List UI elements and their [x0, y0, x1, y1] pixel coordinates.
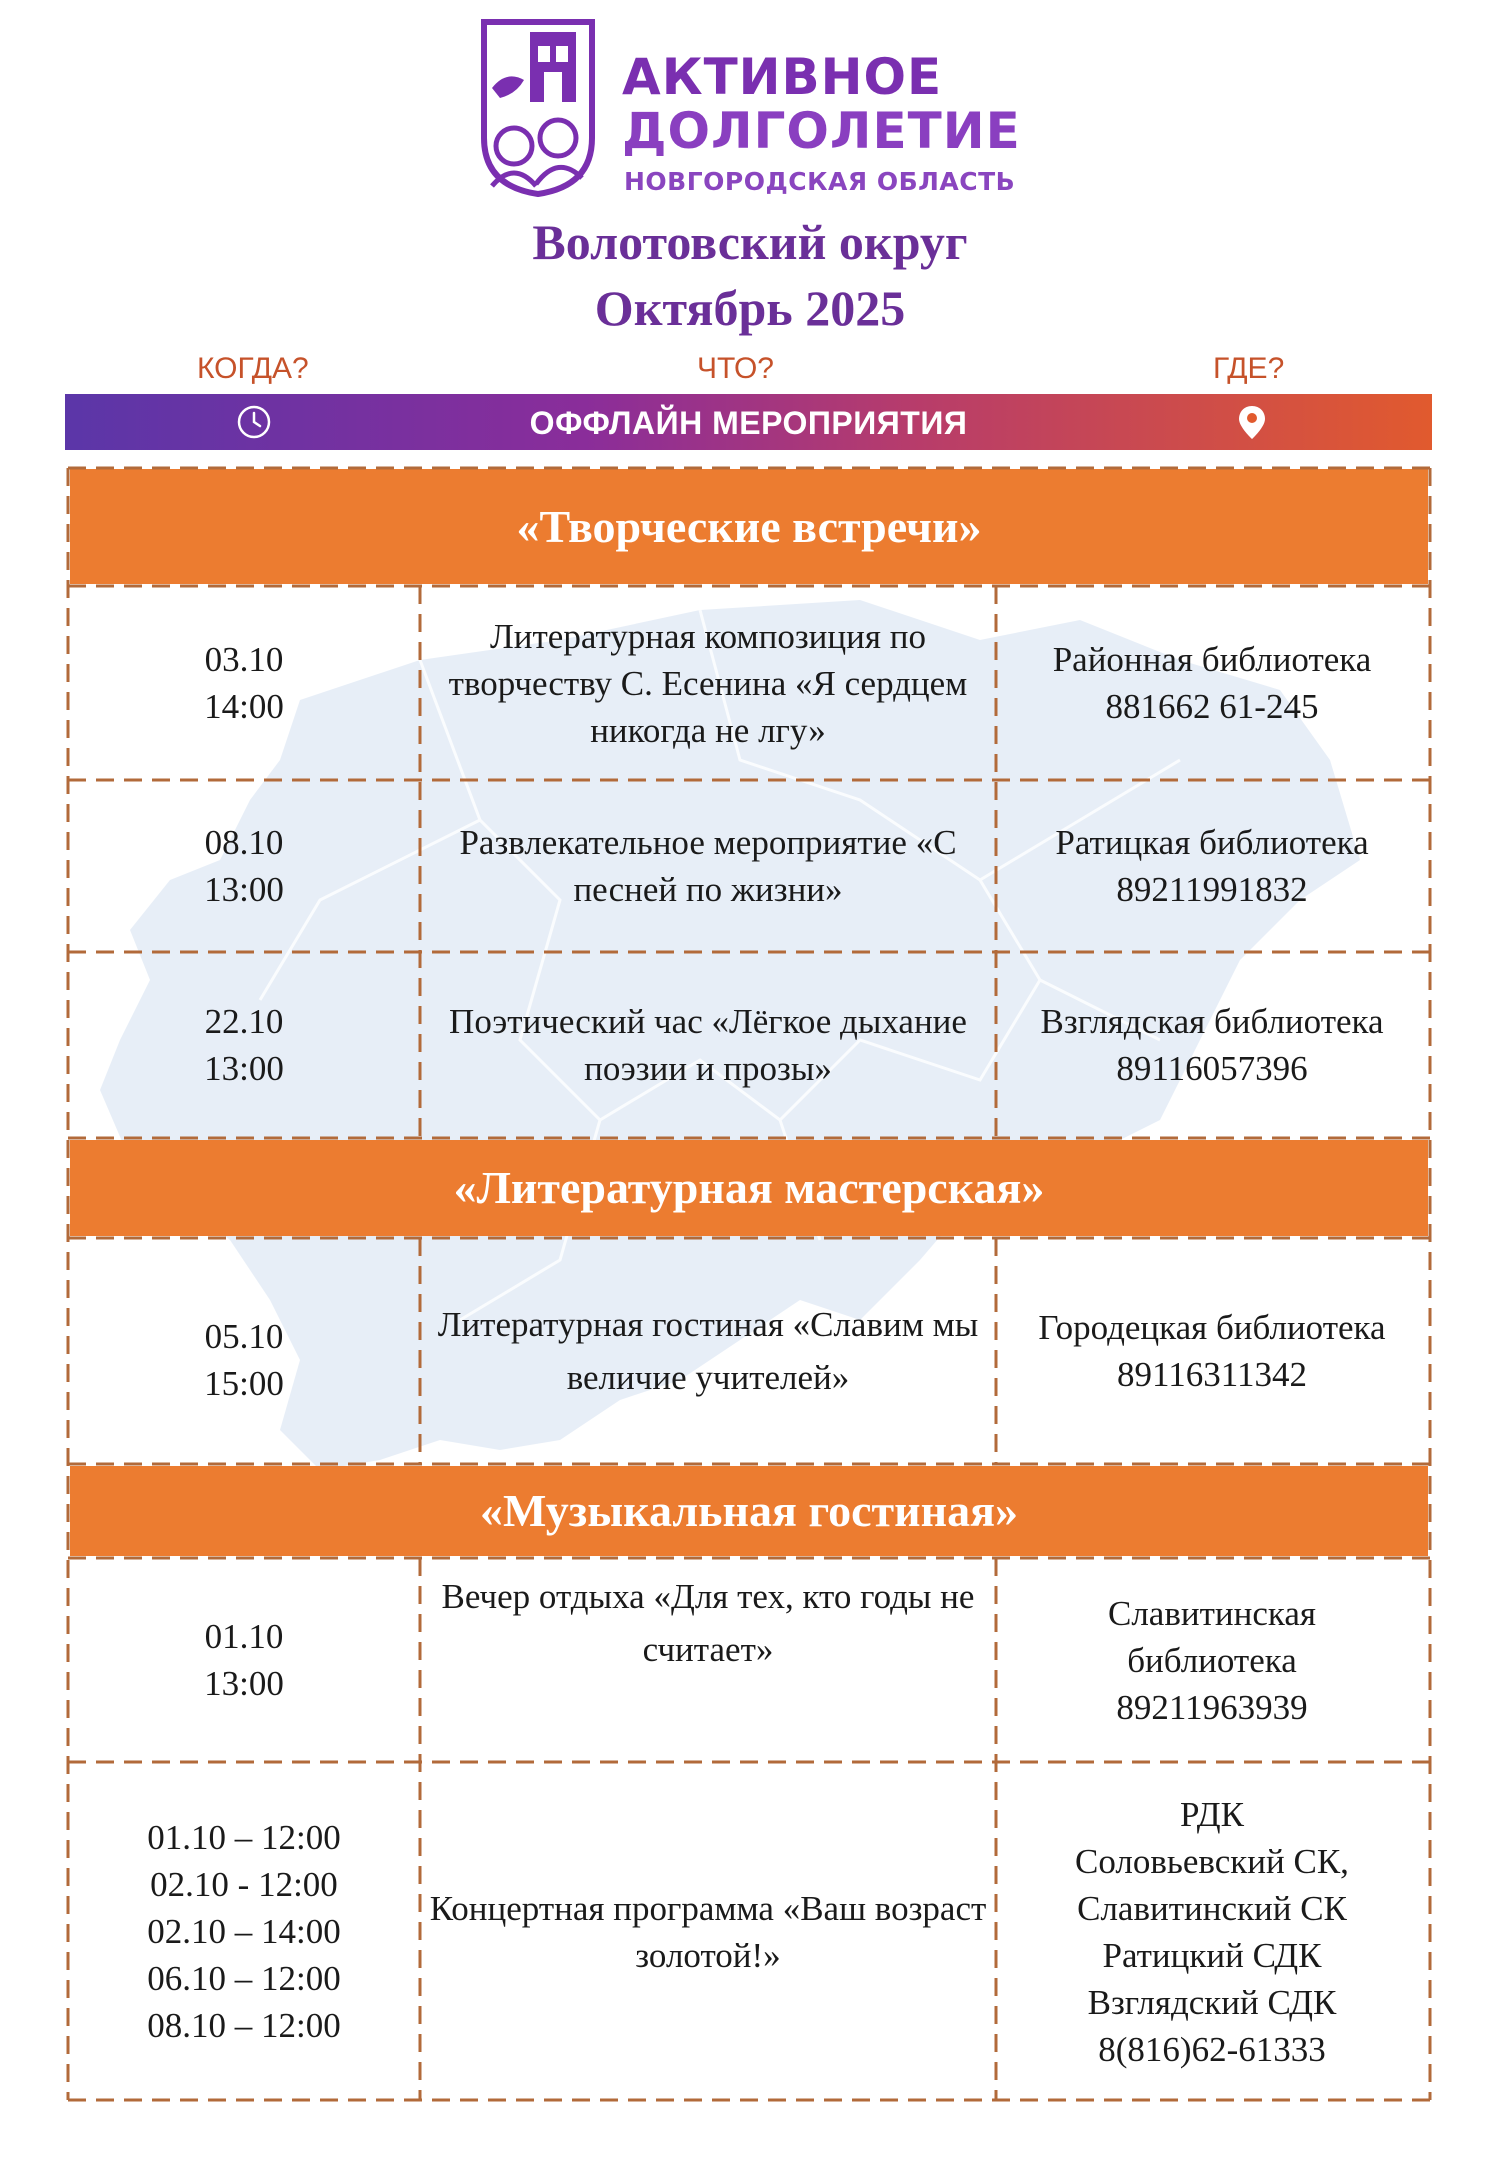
- section-title: «Музыкальная гостиная»: [479, 1485, 1019, 1536]
- bar-label: ОФФЛАЙН МЕРОПРИЯТИЯ: [529, 405, 968, 441]
- event-description: Литературная гостиная «Славим мы величие учителей»: [437, 1305, 979, 1397]
- event-description: Концертная программа «Ваш возраст золотой!»: [429, 1888, 987, 1975]
- venue-name: Славитинская: [1107, 1593, 1316, 1633]
- location-pin-icon: [1233, 403, 1271, 441]
- event-date-time: [70, 588, 418, 778]
- event-venue-list: [998, 1764, 1426, 2099]
- event-time: 13:00: [204, 1664, 284, 1703]
- event-date-time: [70, 1240, 418, 1462]
- venue-phone: 89211991832: [1116, 870, 1308, 909]
- event-date-time: 08.10 – 12:00: [147, 2006, 341, 2045]
- logo-subtitle: НОВГОРОДСКАЯ ОБЛАСТЬ: [624, 167, 1016, 196]
- venue-name: Ратицкий СДК: [1102, 1935, 1322, 1975]
- event-venue: [998, 954, 1426, 1136]
- event-date: 03.10: [204, 640, 284, 679]
- venue-name: Ратицкая библиотека: [1055, 823, 1369, 862]
- venue-name: библиотека: [1127, 1640, 1297, 1680]
- event-date-time: [70, 1560, 418, 1760]
- venue-name: Соловьевский СК,: [1075, 1841, 1349, 1881]
- event-date: 08.10: [204, 823, 284, 862]
- event-date-time: [70, 782, 418, 950]
- section-title: «Творческие встречи»: [516, 501, 982, 552]
- column-label-when: КОГДА?: [197, 352, 309, 385]
- venue-phone: 89211963939: [1116, 1687, 1308, 1727]
- column-label-what: ЧТО?: [697, 352, 774, 385]
- venue-name: РДК: [1179, 1794, 1245, 1834]
- event-time: 14:00: [204, 687, 284, 726]
- event-description: Поэтический час «Лёгкое дыхание поэзии и прозы»: [449, 1002, 967, 1088]
- section-title: «Литературная мастерская»: [453, 1162, 1045, 1213]
- venue-phone: 881662 61-245: [1105, 687, 1319, 726]
- venue-name: Взглядский СДК: [1087, 1982, 1337, 2022]
- venue-phone: 89116311342: [1117, 1355, 1307, 1394]
- venue-name: Городецкая библиотека: [1038, 1308, 1386, 1347]
- event-date-time: 02.10 - 12:00: [150, 1865, 338, 1904]
- event-time: 13:00: [204, 870, 284, 909]
- logo-title-line1: АКТИВНОЕ: [622, 48, 943, 106]
- logo-title-line2: ДОЛГОЛЕТИЕ: [622, 102, 1021, 160]
- event-description: Литературная композиция по творчеству С. Есенина «Я сердцем никогда не лгу»: [448, 616, 968, 750]
- event-date: 01.10: [204, 1617, 284, 1656]
- offline-events-bar: [65, 394, 1432, 450]
- event-date-time: 01.10 – 12:00: [147, 1818, 341, 1857]
- venue-phone: 8(816)62-61333: [1098, 2029, 1326, 2069]
- page-subtitle-month: Октябрь 2025: [594, 280, 906, 336]
- logo: [472, 18, 1032, 198]
- event-venue: [998, 1560, 1426, 1760]
- event-date: 05.10: [204, 1317, 284, 1356]
- venue-name: Районная библиотека: [1052, 640, 1372, 679]
- venue-phone: 89116057396: [1116, 1049, 1308, 1088]
- event-venue: [998, 588, 1426, 778]
- event-date-time-list: [70, 1764, 418, 2099]
- venue-name: Славитинский СК: [1077, 1888, 1347, 1928]
- event-time: 15:00: [204, 1364, 284, 1403]
- event-venue: [998, 1240, 1426, 1462]
- event-time: 13:00: [204, 1049, 284, 1088]
- page-title: Волотовский округ: [532, 214, 968, 270]
- venue-name: Взглядская библиотека: [1040, 1002, 1384, 1041]
- column-label-where: ГДЕ?: [1213, 352, 1285, 385]
- event-description: Вечер отдыха «Для тех, кто годы не считает»: [441, 1577, 975, 1669]
- event-date-time: 06.10 – 12:00: [147, 1959, 341, 1998]
- event-venue: [998, 782, 1426, 950]
- emblem-icon: [472, 18, 604, 198]
- event-date: 22.10: [204, 1002, 284, 1041]
- event-description: Развлекательное мероприятие «С песней по жизни»: [459, 823, 957, 909]
- event-date-time: 02.10 – 14:00: [147, 1912, 341, 1951]
- event-date-time: [70, 954, 418, 1136]
